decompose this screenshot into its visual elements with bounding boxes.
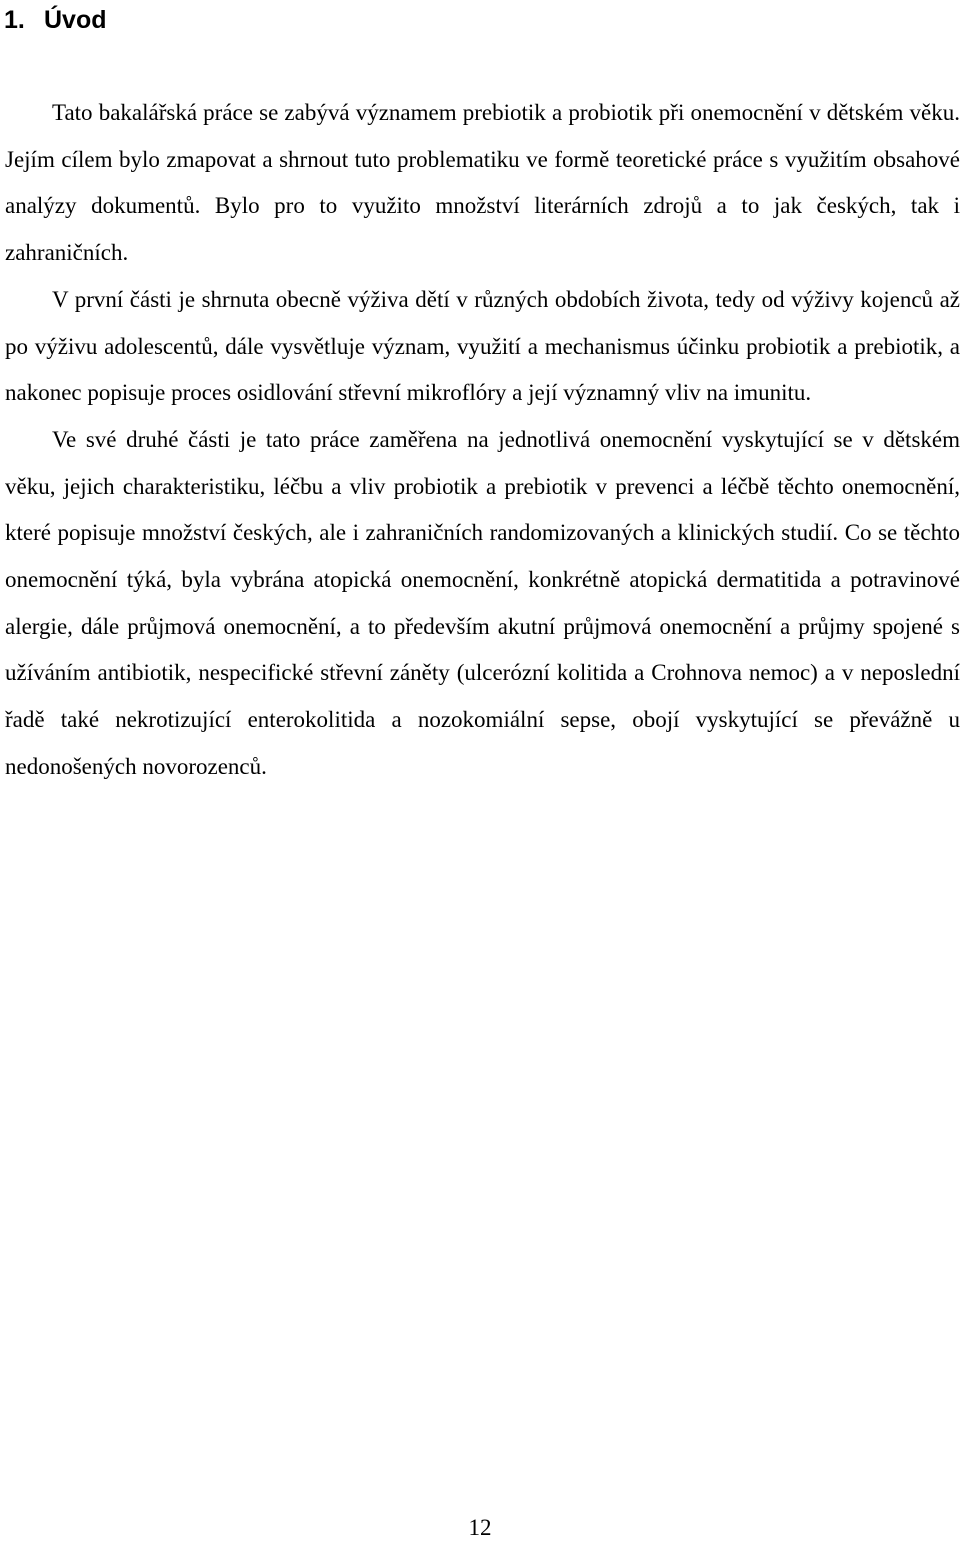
paragraph-second-part: Ve své druhé části je tato práce zaměřena na jednotlivá onemocnění vyskytující se v dětském věku, jejich charakteristiku, léčbu a vliv probiotik a prebiotik v prevenci a léčbě těchto onemocnění, které popisuje množství českých, ale i zahraničních randomizovaných a klinických studií. Co se těchto onemocnění týká, byla vybrána atopická onemocnění, konkrétně atopická dermatitida a potravinové alergie, dále průjmová onemocnění, a to především akutní průjmová onemocnění a průjmy spojené s užíváním antibiotik, nespecifické střevní záněty (ulcerózní kolitida a Crohnova nemoc) a v neposlední řadě také nekrotizující enterokolitida a nozokomiální sepse, obojí vyskytující se převážně u nedonošených novorozenců. bbox=[5, 426, 960, 779]
paragraph-introduction: Tato bakalářská práce se zabývá významem prebiotik a probiotik při onemocnění v dětském věku. Jejím cílem bylo zmapovat a shrnout tuto problematiku ve formě teoretické práce s využitím obsahové analýzy dokumentů. Bylo pro to využito množství literárních zdrojů a to jak českých, tak i zahraničních. bbox=[5, 100, 960, 266]
paragraph-first-part: V první části je shrnuta obecně výživa dětí v různých obdobích života, tedy od výživy kojenců až po výživu adolescentů, dále vysvětluje význam, využití a mechanismus účinku probiotik a prebiotik, a nakonec popisuje proces osidlování střevní mikroflóry a její významný vliv na imunitu. bbox=[5, 286, 960, 406]
chapter-title: Úvod bbox=[44, 6, 107, 34]
chapter-heading bbox=[4, 4, 107, 36]
page-number: 12 bbox=[468, 1515, 492, 1540]
body-text bbox=[5, 90, 960, 791]
chapter-number: 1. bbox=[4, 6, 25, 34]
